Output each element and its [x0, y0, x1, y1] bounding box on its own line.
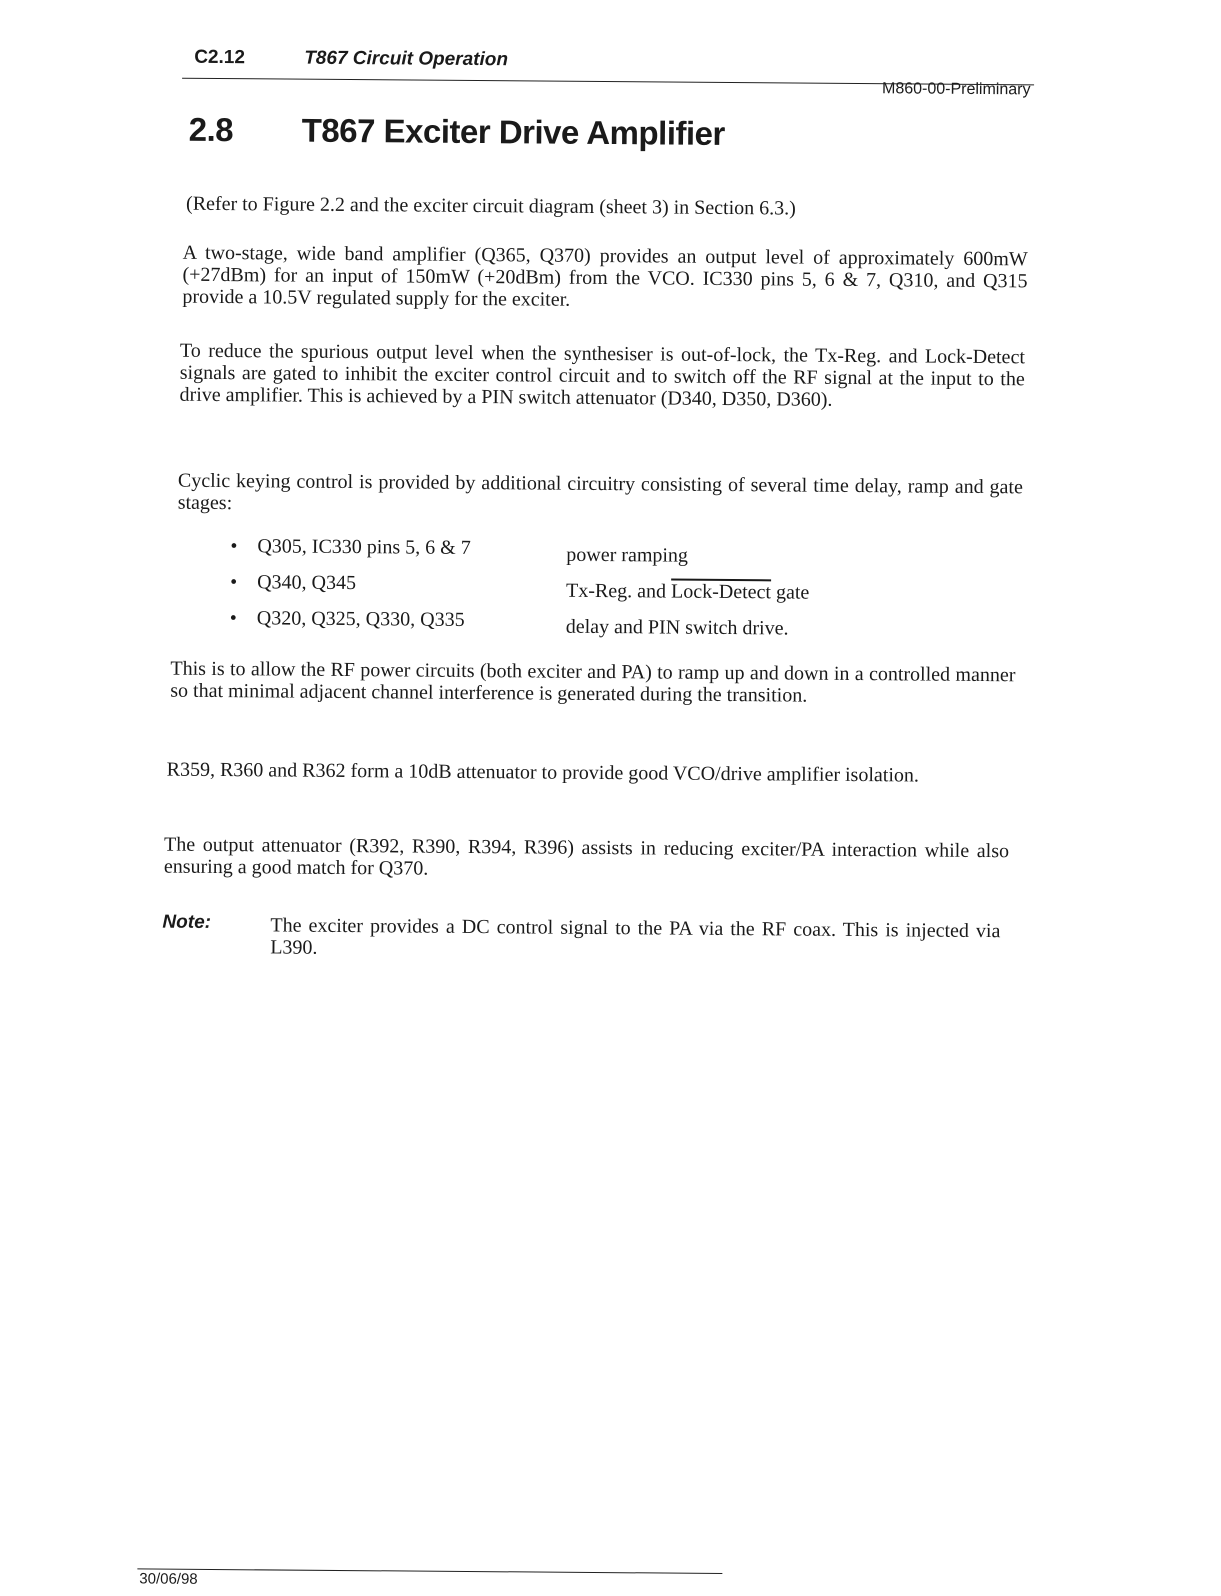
paragraph-spurious: To reduce the spurious output level when the synthesiser is out-of-lock, the Tx-Reg. and Lock-Detect signals are gated to inhibit the exciter control circuit and to switch off the RF signal at the input to the drive amplifier. This is achieved by a PIN switch attenuator (D340, D350, D360). — [179, 339, 1026, 411]
paragraph-cyclic-keying: Cyclic keying control is provided by additional circuitry consisting of several time delay, ramp and gate stages: — [177, 469, 1023, 515]
paragraph-rf-power: This is to allow the RF power circuits (both exciter and PA) to ramp up and down in a controlled manner so that minimal adjacent channel interference is generated during the transition. — [170, 657, 1016, 707]
header-document-id: M860-00-Preliminary — [881, 80, 1031, 99]
bullet-icon: • — [230, 571, 238, 594]
note-text: The exciter provides a DC control signal to the PA via the RF coax. This is injected via L390. — [270, 914, 1001, 959]
stage-list — [230, 535, 931, 648]
stage-function — [566, 580, 809, 605]
footer-date: 30/06/98 — [139, 1570, 198, 1588]
lock-detect-overlined: Lock-Detect — [670, 580, 772, 604]
section-number: 2.8 — [188, 110, 234, 149]
bullet-icon: • — [229, 607, 237, 630]
bullet-icon: • — [230, 535, 238, 558]
paragraph-amplifier: A two-stage, wide band amplifier (Q365, Q370) provides an output level of approximately 600mW (+27dBm) for an input of 150mW (+20dBm) from the VCO. IC330 pins 5, 6 & 7, Q310, and Q315 provide a 10.5V regulated supply for the exciter. — [182, 241, 1028, 311]
footer-rule — [137, 1568, 722, 1574]
stage-components: Q340, Q345 — [257, 571, 357, 595]
stage-function: delay and PIN switch drive. — [565, 615, 789, 640]
stage-components: Q305, IC330 pins 5, 6 & 7 — [257, 535, 471, 559]
list-item — [230, 535, 930, 576]
section-title: T867 Exciter Drive Amplifier — [301, 111, 725, 152]
header-chapter-title: T867 Circuit Operation — [304, 47, 509, 71]
stage-components: Q320, Q325, Q330, Q335 — [256, 607, 465, 631]
stage-function-suffix: gate — [770, 581, 810, 604]
list-item — [230, 607, 930, 648]
paragraph-output-attenuator: The output attenuator (R392, R390, R394, R396) assists in reducing exciter/PA interaction while also ensuring a good match for Q370. — [163, 833, 1010, 880]
list-item — [230, 571, 930, 612]
header-section-number: C2.12 — [194, 46, 246, 69]
paragraph-attenuator: R359, R360 and R362 form a 10dB attenuator to provide good VCO/drive amplifier isolation. — [166, 758, 920, 787]
stage-function: power ramping — [566, 543, 689, 567]
stage-function-prefix: Tx-Reg. and — [565, 579, 672, 603]
note-label: Note: — [162, 911, 212, 933]
paragraph-reference: (Refer to Figure 2.2 and the exciter circuit diagram (sheet 3) in Section 6.3.) — [186, 192, 796, 220]
